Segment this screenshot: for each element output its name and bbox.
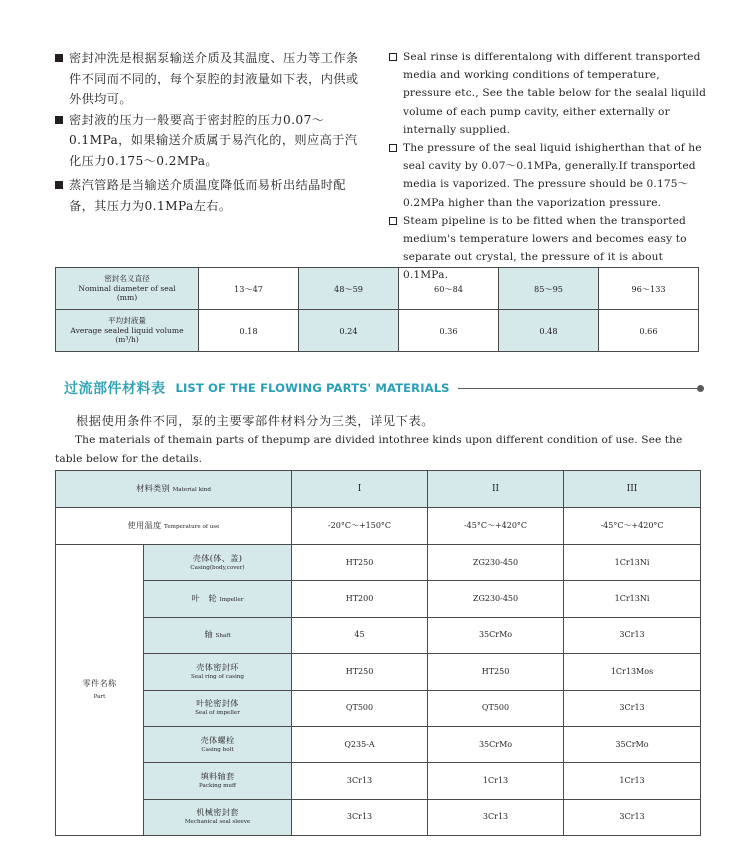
part-name-en: Seal ring of casing: [191, 673, 244, 680]
part-name-cell: [144, 726, 292, 762]
part-name-cn: 填料轴套: [200, 771, 235, 782]
table-cell: 3Cr13: [564, 690, 701, 726]
table-cell: 35CrMo: [428, 617, 564, 653]
table-row: [56, 654, 701, 690]
intro-cn: 根据使用条件不同，泵的主要零部件材料分为三类，详见下表。: [76, 414, 435, 428]
part-name-cell: [144, 545, 292, 581]
table-cell: HT250: [428, 654, 564, 690]
part-name-cell: [144, 799, 292, 835]
table-cell: QT500: [428, 690, 564, 726]
temperature-header: [56, 508, 292, 545]
kind-cell: I: [292, 471, 428, 508]
header-unit: (m³/h): [115, 335, 139, 345]
table-cell: 13～47: [199, 268, 299, 310]
temperature-cell: -45°C～+420°C: [428, 508, 564, 545]
rule-end-dot-icon: [697, 385, 704, 392]
header-cn: 平均封液量: [108, 316, 146, 326]
title-rule-divider: [458, 388, 704, 389]
part-name-cn: 轴: [204, 629, 213, 640]
table-cell: 3Cr13: [292, 799, 428, 835]
part-name-cn: 壳体密封环: [196, 661, 239, 672]
part-name-cn: 壳体(体、盖): [192, 552, 243, 563]
section-title: [64, 378, 704, 398]
part-name-cell: [144, 763, 292, 799]
table-cell: 3Cr13: [428, 799, 564, 835]
note-cn-text: 密封液的压力一般要高于密封腔的压力0.07～0.1MPa，如果输送介质属于易汽化的，则应高于汽化压力0.175～0.2MPa。: [69, 112, 358, 168]
hollow-square-bullet-icon: [389, 217, 397, 225]
part-name-cell: [144, 690, 292, 726]
table-cell: ZG230-450: [428, 545, 564, 581]
table-row: [56, 726, 701, 762]
note-en-text: Steam pipeline is to be fitted when the transported medium's temperature lowers and becomes easy to separate out crystal, the pressure of it is about 0.1MPa.: [403, 214, 687, 282]
notes-chinese: [55, 48, 367, 216]
header-cn: 零件名称: [82, 678, 117, 689]
part-name-cell: [144, 654, 292, 690]
square-bullet-icon: [55, 181, 63, 189]
table-cell: 0.66: [599, 310, 699, 352]
square-bullet-icon: [55, 116, 63, 124]
row-header-volume: [56, 310, 199, 352]
note-cn-item: [55, 110, 367, 172]
square-bullet-icon: [55, 54, 63, 62]
part-name-cn: 叶轮密封体: [196, 698, 239, 709]
header-cn: 材料类别: [136, 483, 171, 493]
part-name-en: Packing muff: [199, 783, 237, 790]
hollow-square-bullet-icon: [389, 53, 397, 61]
table-row: [56, 471, 701, 508]
header-unit: (mm): [116, 293, 138, 303]
table-row: [56, 617, 701, 653]
table-cell: 1Cr13: [428, 763, 564, 799]
table-cell: 3Cr13: [564, 799, 701, 835]
table-cell: HT250: [292, 545, 428, 581]
note-cn-item: [55, 48, 367, 110]
note-cn-text: 蒸汽管路是当输送介质温度降低而易析出结晶时配备，其压力为0.1MPa左右。: [69, 178, 346, 213]
note-cn-item: [55, 175, 367, 216]
table-cell: 45: [292, 617, 428, 653]
part-name-en: Shaft: [215, 633, 231, 640]
part-name-en: Casing bolt: [201, 746, 234, 753]
table-cell: 0.36: [399, 310, 499, 352]
row-header-diameter: [56, 268, 199, 310]
part-header: [56, 545, 144, 836]
table-cell: 85～95: [499, 268, 599, 310]
materials-table: [55, 470, 701, 836]
part-name-cn: 壳体螺栓: [200, 734, 235, 745]
table-row: [56, 310, 699, 352]
table-cell: 0.18: [199, 310, 299, 352]
temperature-cell: -20°C～+150°C: [292, 508, 428, 545]
part-name-cn: 叶 轮: [191, 593, 217, 604]
table-cell: 60～84: [399, 268, 499, 310]
notes-english: [389, 48, 707, 285]
material-kind-header: [56, 471, 292, 508]
table-cell: QT500: [292, 690, 428, 726]
part-name-cell: [144, 581, 292, 617]
intro-en: The materials of themain parts of thepump are divided intothree kinds upon different condition of use. See the table below for the details.: [55, 434, 683, 465]
header-cn: 密封名义直径: [104, 274, 150, 284]
note-en-item: [389, 139, 707, 212]
note-cn-text: 密封冲洗是根据泵输送介质及其温度、压力等工作条件不同而不同的，每个泵腔的封液量如下表，内供或外供均可。: [69, 51, 359, 106]
table-cell: 3Cr13: [564, 617, 701, 653]
seal-volume-table: [55, 267, 699, 352]
table-row: [56, 268, 699, 310]
header-en: Material kind: [172, 487, 211, 493]
table-row: [56, 508, 701, 545]
table-cell: 48～59: [299, 268, 399, 310]
header-cn: 使用温度: [127, 520, 162, 530]
table-cell: 0.48: [499, 310, 599, 352]
table-row: [56, 799, 701, 835]
table-cell: 1Cr13Mos: [564, 654, 701, 690]
table-cell: 35CrMo: [428, 726, 564, 762]
table-row: [56, 763, 701, 799]
part-name-en: Impeller: [219, 597, 244, 604]
table-row: [56, 581, 701, 617]
table-cell: Q235-A: [292, 726, 428, 762]
header-en: Nominal diameter of seal: [78, 283, 176, 293]
header-en: Average sealed liquid volume: [70, 325, 184, 335]
kind-cell: II: [428, 471, 564, 508]
table-row: [56, 690, 701, 726]
section-title-cn: 过流部件材料表: [64, 381, 166, 397]
table-cell: 1Cr13: [564, 763, 701, 799]
section-title-en: LIST OF THE FLOWING PARTS' MATERIALS: [175, 381, 450, 395]
note-en-item: [389, 48, 707, 139]
table-cell: ZG230-450: [428, 581, 564, 617]
part-name-en: Seal of impeller: [195, 710, 240, 717]
kind-cell: III: [564, 471, 701, 508]
table-cell: 1Cr13Ni: [564, 581, 701, 617]
part-name-cell: [144, 617, 292, 653]
note-en-text: The pressure of the seal liquid ishigherthan that of he seal cavity by 0.07～0.1MPa, generally.If transported media is vaporized. The pressure should be 0.175～0.2MPa higher than the vaporization pressure.: [403, 142, 702, 209]
table-cell: 3Cr13: [292, 763, 428, 799]
part-name-en: Mechanical seal sleeve: [184, 819, 251, 826]
temperature-cell: -45°C～+420°C: [564, 508, 701, 545]
table-cell: 1Cr13Ni: [564, 545, 701, 581]
hollow-square-bullet-icon: [389, 144, 397, 152]
table-cell: 35CrMo: [564, 726, 701, 762]
table-row: [56, 545, 701, 581]
table-cell: HT200: [292, 581, 428, 617]
part-name-en: Casing(body,cover): [190, 564, 245, 571]
header-en: Temperature of use: [164, 524, 220, 530]
part-name-cn: 机械密封套: [196, 807, 239, 818]
note-en-text: Seal rinse is differentalong with different transported media and working conditions of temperature, pressure etc., See the table below for the sealal liquild volume of each pump cavity, either externally or internally supplied.: [403, 51, 707, 136]
table-cell: 96～133: [599, 268, 699, 310]
header-en: Part: [93, 694, 106, 701]
table-cell: HT250: [292, 654, 428, 690]
table-cell: 0.24: [299, 310, 399, 352]
